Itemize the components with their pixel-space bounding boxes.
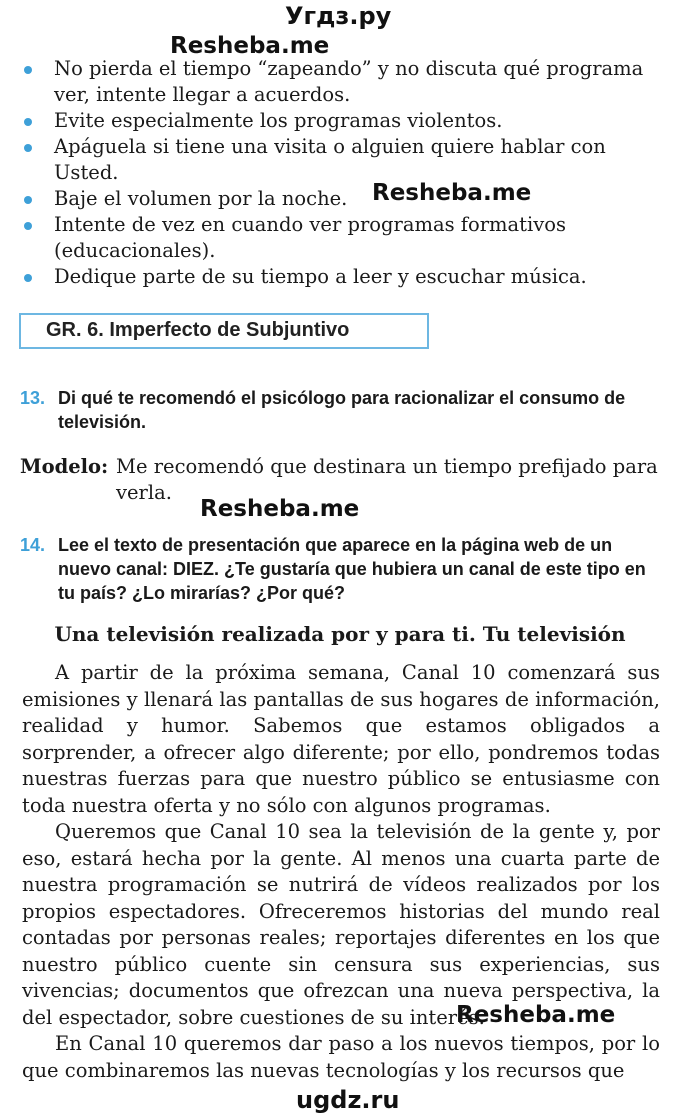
list-item: Dedique parte de su tiempo a leer y escuchar música. bbox=[22, 264, 662, 290]
resheba-watermark: Resheba.me bbox=[170, 33, 330, 59]
tips-list bbox=[22, 56, 662, 290]
modelo-text: Me recomendó que destinara un tiempo prefijado para verla. bbox=[116, 455, 658, 504]
site-watermark-top: Угдз.ру bbox=[285, 2, 392, 30]
resheba-watermark: Resheba.me bbox=[372, 180, 532, 206]
article-paragraph: En Canal 10 queremos dar paso a los nuevos tiempos, por lo que combinaremos las nuevas tecnologías y los recursos que bbox=[22, 1032, 660, 1082]
section-header-box bbox=[19, 313, 429, 349]
exercise-text: Lee el texto de presentación que aparece en la página web de un nuevo canal: DIEZ. ¿Te gustaría que hubiera un canal de este tipo en tu país? ¿Lo mirarías? ¿Por qué? bbox=[58, 535, 646, 603]
article-title: Una televisión realizada por y para ti. Tu televisión bbox=[54, 622, 626, 646]
article-paragraph: A partir de la próxima semana, Canal 10 comenzará sus emisiones y llenará las pantallas de sus hogares de información, realidad y humor. Sabemos que estamos obligados a sorprender, a ofrecer algo diferente; por ello, pondremos todas nuestras fuerzas para que nuestro público se entusiasme con toda nuestra oferta y no sólo con algunos programas. bbox=[22, 661, 660, 817]
exercise-number: 14. bbox=[20, 535, 46, 555]
site-watermark-bottom: ugdz.ru bbox=[296, 1086, 400, 1114]
exercise-14 bbox=[20, 533, 660, 605]
list-item: No pierda el tiempo “zapeando” y no discuta qué programa ver, intente llegar a acuerdos. bbox=[22, 56, 662, 108]
exercise-text: Di qué te recomendó el psicólogo para racionalizar el consumo de televisión. bbox=[58, 388, 626, 432]
section-header: GR. 6. Imperfecto de Subjuntivo bbox=[46, 319, 350, 341]
exercise-13 bbox=[20, 386, 660, 434]
list-item: Intente de vez en cuando ver programas formativos (educacionales). bbox=[22, 212, 662, 264]
exercise-number: 13. bbox=[20, 388, 46, 408]
list-item: Evite especialmente los programas violentos. bbox=[22, 108, 662, 134]
resheba-watermark: Resheba.me bbox=[456, 1002, 616, 1028]
article-paragraph: Queremos que Canal 10 sea la televisión de la gente y, por eso, estará hecha por la gente. Al menos una cuarta parte de nuestra programación se nutrirá de vídeos realizados por los propios espectadores. Ofreceremos historias del mundo real contadas por personas reales; reportajes diferentes en los que nuestro público cuente sin censura sus experiencias, sus vivencias; documentos que ofrezcan una nueva perspectiva, la del espectador, sobre cuestiones de su interés. bbox=[22, 820, 660, 1029]
list-item: Apáguela si tiene una visita o alguien quiere hablar con Usted. bbox=[22, 134, 662, 186]
resheba-watermark: Resheba.me bbox=[200, 496, 360, 522]
modelo-label: Modelo: bbox=[20, 455, 109, 478]
list-item: Baje el volumen por la noche. bbox=[22, 186, 662, 212]
